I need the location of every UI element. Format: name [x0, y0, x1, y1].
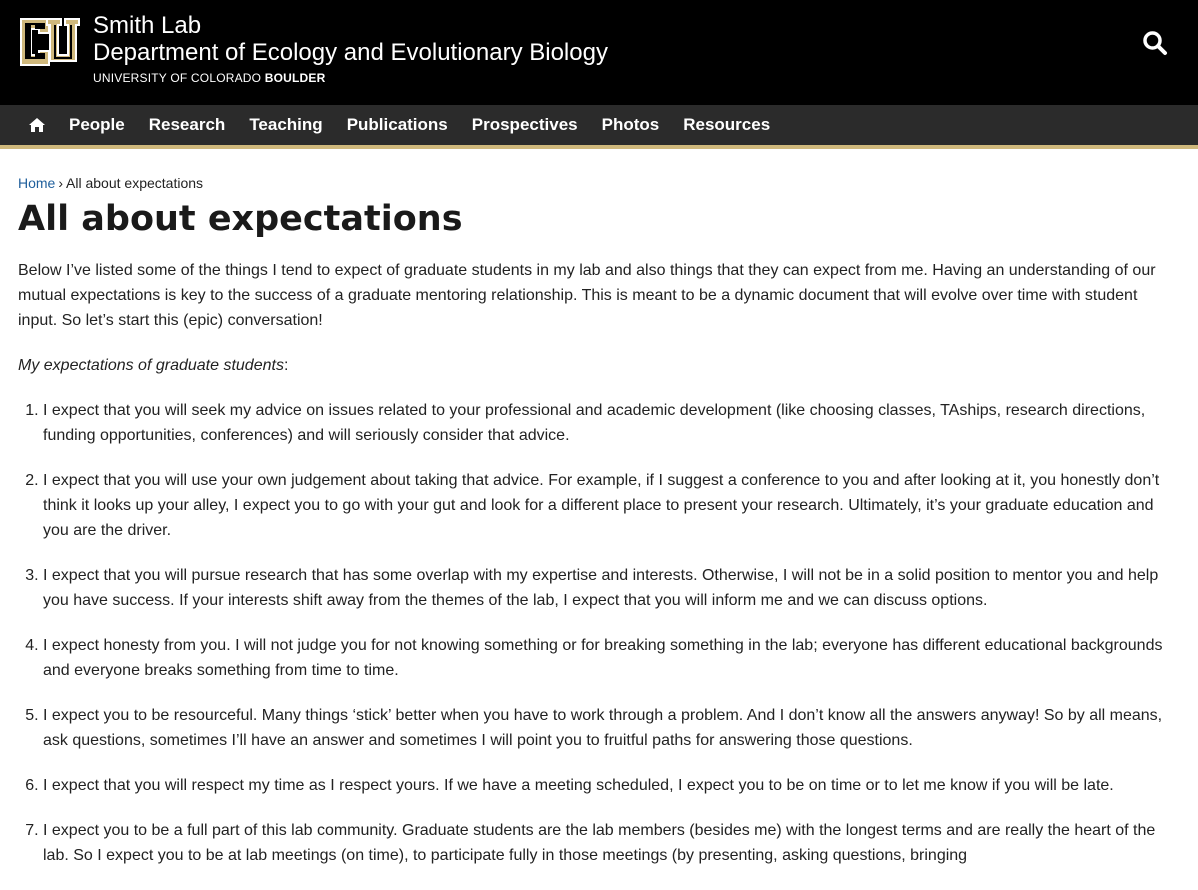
subheading-colon: :	[283, 357, 289, 374]
expectations-list	[18, 398, 1180, 868]
list-item: 5. I expect you to be resourceful. Many things ‘stick’ better when you have to work through a problem. And I don’t know all the answers anyway! So by all means, ask questions, sometimes I’ll have an answer and sometimes I will point you to fruitful paths for answering those questions.	[43, 703, 1180, 753]
breadcrumb-separator: ›	[58, 175, 64, 191]
section-subheading	[18, 353, 1180, 378]
main-content	[0, 175, 1198, 868]
intro-paragraph: Below I’ve listed some of the things I tend to expect of graduate students in my lab and also things that they can expect from me. Having an understanding of our mutual expectations is key to the success of a graduate mentoring relationship. This is meant to be a dynamic document that will evolve over time with student input. So let’s start this (epic) conversation!	[18, 262, 1156, 329]
main-nav	[0, 105, 1198, 149]
lab-name[interactable]: Smith Lab	[93, 12, 202, 39]
list-item: 3. I expect that you will pursue research that has some overlap with my expertise and interests. Otherwise, I will not be in a solid position to mentor you and help you have success. If your interests shift away from the themes of the lab, I expect that you will inform me and we can discuss options.	[43, 563, 1180, 613]
department-name[interactable]: Department of Ecology and Evolutionary Biology	[93, 39, 608, 66]
breadcrumb-current: All about expectations	[66, 175, 204, 191]
nav-item-publications[interactable]: Publications	[346, 115, 448, 134]
list-item: 4. I expect honesty from you. I will not judge you for not knowing something or for breaking something in the lab; everyone has different educational backgrounds and everyone breaks something from time to time.	[43, 633, 1180, 683]
search-icon[interactable]	[1142, 30, 1168, 56]
nav-item-research[interactable]: Research	[148, 115, 226, 134]
home-icon[interactable]	[29, 118, 45, 132]
university-name[interactable]	[93, 70, 608, 86]
site-brand[interactable]	[93, 12, 608, 86]
list-item: 2. I expect that you will use your own judgement about taking that advice. For example, if I suggest a conference to you and after looking at it, you honestly don’t think it looks up your alley, I expect you to go with your gut and look for a different place to present your research. Ultimately, it’s your graduate education and you are the driver.	[43, 468, 1180, 543]
list-item: 1. I expect that you will seek my advice on issues related to your professional and academic development (like choosing classes, TAships, research directions, funding opportunities, conferences) and will seriously consider that advice.	[43, 398, 1180, 448]
breadcrumb	[18, 175, 1180, 191]
list-item: 7. I expect you to be a full part of this lab community. Graduate students are the lab members (besides me) with the longest terms and are really the heart of the lab. So I expect you to be at lab meetings (on time), to participate fully in those meetings (by presenting, asking questions, bringing	[43, 818, 1180, 868]
breadcrumb-home-link[interactable]: Home	[18, 175, 56, 191]
nav-item-photos[interactable]: Photos	[601, 115, 660, 134]
nav-item-resources[interactable]: Resources	[683, 115, 771, 134]
list-item: 6. I expect that you will respect my time as I respect yours. If we have a meeting scheduled, I expect you to be on time or to let me know if you will be late.	[43, 773, 1180, 798]
subheading-text: My expectations of graduate students	[18, 357, 284, 374]
nav-item-prospectives[interactable]: Prospectives	[471, 115, 578, 134]
cu-logo-icon[interactable]	[17, 11, 83, 73]
site-header	[0, 0, 1198, 105]
university-campus: BOULDER	[264, 71, 326, 85]
nav-item-teaching[interactable]: Teaching	[249, 115, 323, 134]
nav-item-people[interactable]: People	[69, 115, 125, 134]
university-prefix: UNIVERSITY OF COLORADO	[93, 71, 262, 85]
page-title: All about expectations	[18, 199, 463, 239]
